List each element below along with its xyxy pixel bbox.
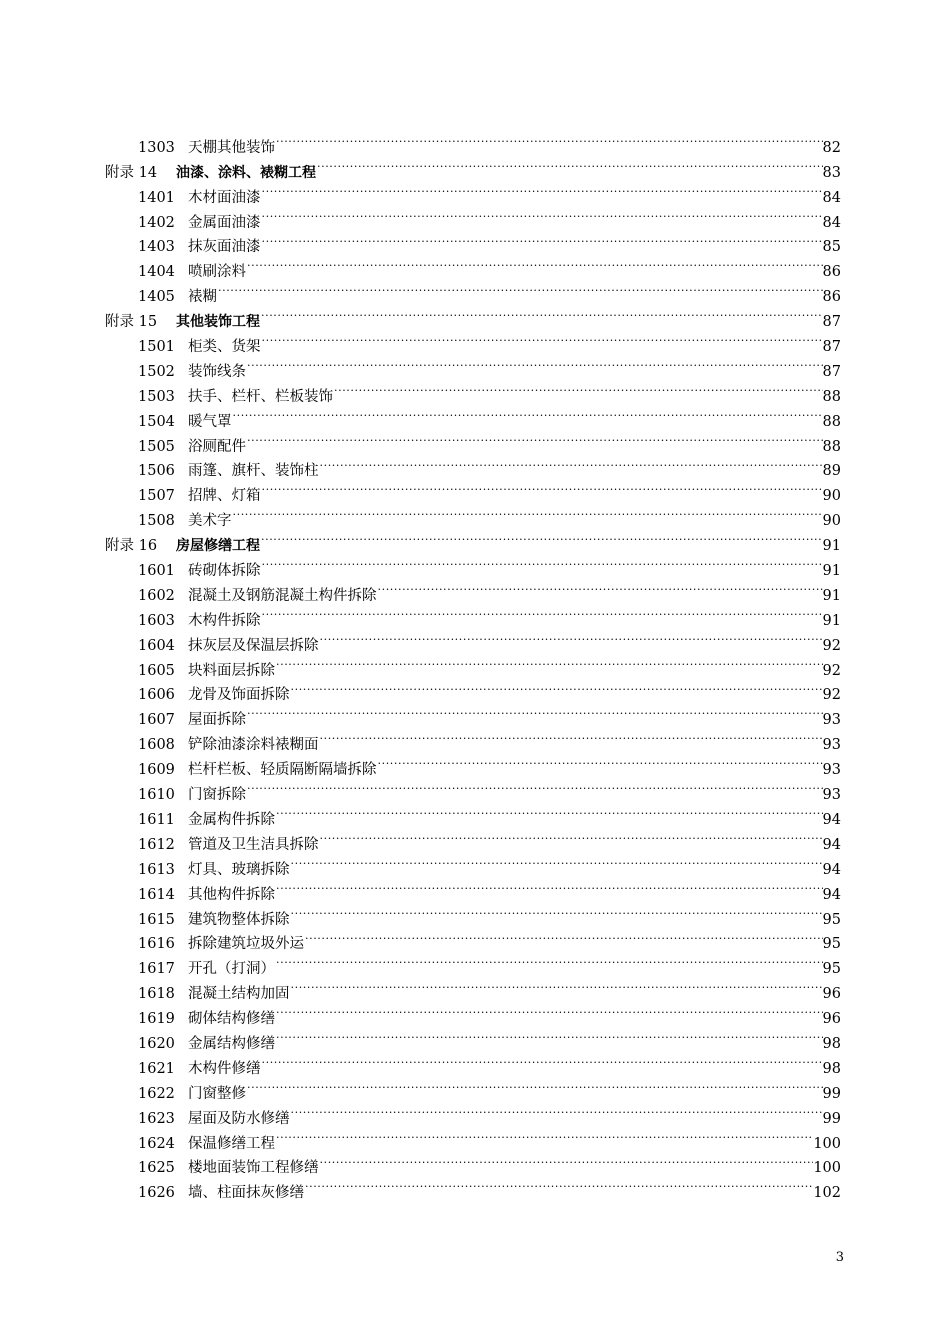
toc-page-number: 87 bbox=[822, 339, 841, 356]
toc-entry-number: 1609 bbox=[138, 762, 175, 779]
toc-entry-number: 1508 bbox=[138, 513, 175, 530]
toc-page-number: 94 bbox=[822, 861, 841, 878]
toc-entry-number: 1622 bbox=[138, 1085, 175, 1102]
toc-appendix-heading[interactable] bbox=[0, 301, 950, 331]
toc-entry[interactable] bbox=[0, 1048, 950, 1077]
toc-entry-title: 屋面拆除 bbox=[188, 712, 246, 729]
toc-page-number: 88 bbox=[822, 438, 841, 455]
toc-entry[interactable] bbox=[0, 575, 950, 604]
toc-dot-leader bbox=[246, 774, 823, 799]
toc-entry[interactable] bbox=[0, 202, 950, 231]
toc-appendix-heading[interactable] bbox=[0, 525, 950, 555]
toc-dot-leader bbox=[261, 550, 823, 575]
toc-dot-leader bbox=[275, 799, 823, 824]
toc-page-number: 98 bbox=[822, 1035, 841, 1052]
toc-entry-title: 油漆、涂料、裱糊工程 bbox=[176, 164, 316, 181]
toc-entry-title: 保温修缮工程 bbox=[188, 1135, 275, 1152]
toc-page-number: 89 bbox=[822, 463, 841, 480]
toc-entry-number: 附录 14 bbox=[105, 164, 158, 181]
toc-dot-leader bbox=[316, 152, 823, 177]
toc-entry-title: 混凝土及钢筋混凝土构件拆除 bbox=[188, 587, 377, 604]
toc-entry-number: 1613 bbox=[138, 861, 175, 878]
toc-entry-number: 1503 bbox=[138, 388, 175, 405]
toc-entry-number: 1504 bbox=[138, 413, 175, 430]
toc-page-number: 96 bbox=[822, 1011, 841, 1028]
toc-page-number: 93 bbox=[822, 737, 841, 754]
toc-entry[interactable] bbox=[0, 426, 950, 455]
toc-dot-leader bbox=[246, 251, 823, 276]
toc-entry[interactable] bbox=[0, 500, 950, 530]
toc-entry-number: 1607 bbox=[138, 712, 175, 729]
toc-entry-number: 1601 bbox=[138, 563, 175, 580]
toc-page-number: 88 bbox=[822, 388, 841, 405]
toc-page-number: 86 bbox=[822, 289, 841, 306]
toc-entry[interactable] bbox=[0, 699, 950, 729]
toc-entry[interactable] bbox=[0, 799, 950, 828]
toc-entry[interactable] bbox=[0, 1073, 950, 1102]
toc-entry-number: 1405 bbox=[138, 289, 175, 306]
toc-entry-title: 屋面及防水修缮 bbox=[188, 1110, 290, 1127]
toc-entry-number: 1506 bbox=[138, 463, 175, 480]
toc-page-number: 82 bbox=[822, 139, 841, 156]
toc-page-number: 92 bbox=[822, 637, 841, 654]
toc-entry-title: 开孔（打洞） bbox=[188, 961, 275, 978]
toc-entry-number: 1403 bbox=[138, 239, 175, 256]
toc-entry-title: 金属构件拆除 bbox=[188, 811, 275, 828]
toc-entry-title: 扶手、栏杆、栏板装饰 bbox=[188, 388, 333, 405]
toc-entry-title: 砌体结构修缮 bbox=[188, 1011, 275, 1028]
toc-entry[interactable] bbox=[0, 924, 950, 953]
toc-entry[interactable] bbox=[0, 227, 950, 256]
toc-dot-leader bbox=[246, 351, 823, 376]
toc-page-number: 99 bbox=[822, 1110, 841, 1127]
toc-page-number: 92 bbox=[822, 687, 841, 704]
toc-entry[interactable] bbox=[0, 276, 950, 306]
toc-entry-title: 裱糊 bbox=[188, 289, 217, 306]
toc-dot-leader bbox=[319, 724, 823, 749]
toc-page-number: 94 bbox=[822, 836, 841, 853]
toc-entry-title: 装饰线条 bbox=[188, 363, 246, 380]
toc-page-number: 95 bbox=[822, 911, 841, 928]
toc-entry[interactable] bbox=[0, 376, 950, 405]
toc-entry-number: 1501 bbox=[138, 339, 175, 356]
toc-dot-leader bbox=[275, 650, 823, 675]
toc-entry-number: 1612 bbox=[138, 836, 175, 853]
toc-entry[interactable] bbox=[0, 1172, 950, 1202]
toc-dot-leader bbox=[261, 1048, 823, 1073]
toc-entry[interactable] bbox=[0, 899, 950, 928]
toc-page-number: 99 bbox=[822, 1085, 841, 1102]
toc-entry-title: 天棚其他装饰 bbox=[188, 139, 275, 156]
toc-dot-leader bbox=[261, 326, 823, 351]
toc-entry-number: 1611 bbox=[138, 811, 175, 828]
toc-entry-number: 1620 bbox=[138, 1035, 175, 1052]
toc-entry-title: 雨篷、旗杆、装饰柱 bbox=[188, 463, 319, 480]
toc-dot-leader bbox=[290, 973, 823, 998]
toc-entry-title: 建筑物整体拆除 bbox=[188, 911, 290, 928]
toc-page-number: 98 bbox=[822, 1060, 841, 1077]
toc-entry-title: 灯具、玻璃拆除 bbox=[188, 861, 290, 878]
toc-entry[interactable] bbox=[0, 1023, 950, 1052]
toc-entry-title: 墙、柱面抹灰修缮 bbox=[188, 1185, 304, 1202]
toc-entry-number: 1606 bbox=[138, 687, 175, 704]
toc-entry-number: 1618 bbox=[138, 986, 175, 1003]
toc-dot-leader bbox=[261, 177, 823, 202]
toc-entry-title: 喷刷涂料 bbox=[188, 264, 246, 281]
toc-entry[interactable] bbox=[0, 874, 950, 903]
toc-entry-title: 抹灰层及保温层拆除 bbox=[188, 637, 319, 654]
toc-entry-number: 1502 bbox=[138, 363, 175, 380]
toc-page-number: 93 bbox=[822, 787, 841, 804]
toc-entry[interactable] bbox=[0, 625, 950, 654]
toc-dot-leader bbox=[246, 699, 823, 724]
toc-entry-title: 金属面油漆 bbox=[188, 214, 261, 231]
toc-dot-leader bbox=[275, 127, 823, 152]
toc-row-content bbox=[138, 1172, 841, 1206]
toc-entry-title: 招牌、灯箱 bbox=[188, 488, 261, 505]
toc-dot-leader bbox=[232, 500, 823, 525]
toc-entry-title: 混凝土结构加固 bbox=[188, 986, 290, 1003]
toc-entry[interactable] bbox=[0, 550, 950, 580]
toc-page-number: 100 bbox=[813, 1160, 841, 1177]
toc-page-number: 96 bbox=[822, 986, 841, 1003]
toc-page-number: 100 bbox=[813, 1135, 841, 1152]
toc-dot-leader bbox=[319, 625, 823, 650]
toc-page-number: 93 bbox=[822, 762, 841, 779]
toc-dot-leader bbox=[217, 276, 823, 301]
toc-entry[interactable] bbox=[0, 650, 950, 679]
toc-entry[interactable] bbox=[0, 475, 950, 505]
toc-page-number: 84 bbox=[822, 214, 841, 231]
toc-entry-title: 抹灰面油漆 bbox=[188, 239, 261, 256]
toc-entry-number: 1625 bbox=[138, 1160, 175, 1177]
toc-entry-number: 附录 15 bbox=[105, 314, 158, 331]
toc-entry[interactable] bbox=[0, 600, 950, 629]
toc-entry-title: 管道及卫生洁具拆除 bbox=[188, 836, 319, 853]
toc-page-number: 102 bbox=[813, 1185, 841, 1202]
toc-dot-leader bbox=[377, 749, 823, 774]
toc-entry-title: 砖砌体拆除 bbox=[188, 563, 261, 580]
toc-entry-number: 1614 bbox=[138, 886, 175, 903]
toc-dot-leader bbox=[319, 451, 823, 476]
toc-entry-title: 木材面油漆 bbox=[188, 189, 261, 206]
toc-page-number: 91 bbox=[822, 587, 841, 604]
toc-page-number: 94 bbox=[822, 811, 841, 828]
toc-entry-title: 门窗拆除 bbox=[188, 787, 246, 804]
toc-dot-leader bbox=[304, 924, 823, 949]
toc-page-number: 93 bbox=[822, 712, 841, 729]
toc-entry[interactable] bbox=[0, 1098, 950, 1127]
toc-entry[interactable] bbox=[0, 824, 950, 853]
toc-entry-title: 木构件修缮 bbox=[188, 1060, 261, 1077]
toc-page-number: 95 bbox=[822, 961, 841, 978]
toc-page-number: 91 bbox=[822, 538, 841, 555]
toc-dot-leader bbox=[304, 1172, 813, 1197]
toc-entry-title: 拆除建筑垃圾外运 bbox=[188, 936, 304, 953]
toc-entry-title: 木构件拆除 bbox=[188, 612, 261, 629]
toc-dot-leader bbox=[290, 849, 823, 874]
toc-entry[interactable] bbox=[0, 998, 950, 1028]
toc-entry[interactable] bbox=[0, 451, 950, 480]
toc-entry-number: 1617 bbox=[138, 961, 175, 978]
toc-entry[interactable] bbox=[0, 675, 950, 704]
toc-entry-title: 楼地面装饰工程修缮 bbox=[188, 1160, 319, 1177]
toc-dot-leader bbox=[333, 376, 823, 401]
page-number: 3 bbox=[835, 1250, 844, 1265]
toc-entry-title: 浴厕配件 bbox=[188, 438, 246, 455]
toc-dot-leader bbox=[275, 1123, 813, 1148]
toc-entry-number: 1303 bbox=[138, 139, 175, 156]
toc-dot-leader bbox=[261, 475, 823, 500]
toc-entry[interactable] bbox=[0, 401, 950, 430]
toc-entry-number: 1623 bbox=[138, 1110, 175, 1127]
toc-page-number: 87 bbox=[822, 314, 841, 331]
toc-dot-leader bbox=[246, 426, 823, 451]
toc-entry-title: 龙骨及饰面拆除 bbox=[188, 687, 290, 704]
toc-dot-leader bbox=[275, 874, 823, 899]
toc-page-number: 83 bbox=[822, 164, 841, 181]
toc-entry-number: 1624 bbox=[138, 1135, 175, 1152]
toc-entry[interactable] bbox=[0, 251, 950, 281]
toc-entry-title: 柜类、货架 bbox=[188, 339, 261, 356]
toc-dot-leader bbox=[261, 600, 823, 625]
toc-dot-leader bbox=[290, 899, 823, 924]
toc-entry-title: 金属结构修缮 bbox=[188, 1035, 275, 1052]
toc-dot-leader bbox=[290, 1098, 823, 1123]
toc-entry[interactable] bbox=[0, 724, 950, 754]
toc-entry-number: 1621 bbox=[138, 1060, 175, 1077]
toc-entry-number: 1626 bbox=[138, 1185, 175, 1202]
toc-dot-leader bbox=[260, 301, 823, 326]
toc-entry[interactable] bbox=[0, 973, 950, 1003]
toc-entry-number: 1602 bbox=[138, 587, 175, 604]
toc-dot-leader bbox=[275, 998, 823, 1023]
toc-entry-number: 1605 bbox=[138, 662, 175, 679]
toc-entry-number: 附录 16 bbox=[105, 538, 158, 555]
toc-entry[interactable] bbox=[0, 774, 950, 804]
toc-page-number: 88 bbox=[822, 413, 841, 430]
toc-entry-title: 门窗整修 bbox=[188, 1085, 246, 1102]
toc-dot-leader bbox=[319, 824, 823, 849]
toc-entry[interactable] bbox=[0, 177, 950, 206]
toc-entry[interactable] bbox=[0, 1148, 950, 1177]
toc-page-number: 90 bbox=[822, 488, 841, 505]
toc-entry-number: 1608 bbox=[138, 737, 175, 754]
toc-entry[interactable] bbox=[0, 849, 950, 878]
toc-dot-leader bbox=[319, 1148, 814, 1173]
toc-entry-number: 1505 bbox=[138, 438, 175, 455]
toc-entry[interactable] bbox=[0, 749, 950, 779]
toc-entry[interactable] bbox=[0, 1123, 950, 1152]
toc-page-number: 85 bbox=[822, 239, 841, 256]
toc-dot-leader bbox=[275, 948, 823, 973]
toc-entry-number: 1404 bbox=[138, 264, 175, 281]
toc-entry-title: 其他构件拆除 bbox=[188, 886, 275, 903]
toc-entry-number: 1402 bbox=[138, 214, 175, 231]
toc-entry-number: 1507 bbox=[138, 488, 175, 505]
toc-entry-title: 铲除油漆涂料裱糊面 bbox=[188, 737, 319, 754]
toc-page-number: 92 bbox=[822, 662, 841, 679]
toc-dot-leader bbox=[377, 575, 823, 600]
toc-page-number: 94 bbox=[822, 886, 841, 903]
toc-entry[interactable] bbox=[0, 326, 950, 356]
toc-dot-leader bbox=[246, 1073, 823, 1098]
toc-page-number: 86 bbox=[822, 264, 841, 281]
toc-entry-number: 1615 bbox=[138, 911, 175, 928]
toc-dot-leader bbox=[275, 1023, 823, 1048]
toc-page-number: 91 bbox=[822, 612, 841, 629]
toc-dot-leader bbox=[261, 227, 823, 252]
toc-entry-title: 房屋修缮工程 bbox=[176, 538, 260, 555]
toc-entry-number: 1619 bbox=[138, 1011, 175, 1028]
toc-page-number: 91 bbox=[822, 563, 841, 580]
toc-page-number: 95 bbox=[822, 936, 841, 953]
toc-dot-leader bbox=[260, 525, 823, 550]
toc-dot-leader bbox=[290, 675, 823, 700]
toc-dot-leader bbox=[232, 401, 823, 426]
toc-entry-number: 1610 bbox=[138, 787, 175, 804]
toc-entry[interactable] bbox=[0, 127, 950, 156]
toc-entry[interactable] bbox=[0, 351, 950, 380]
toc-page-number: 84 bbox=[822, 189, 841, 206]
toc-entry-title: 块料面层拆除 bbox=[188, 662, 275, 679]
toc-entry-number: 1604 bbox=[138, 637, 175, 654]
toc-entry-title: 其他装饰工程 bbox=[176, 314, 260, 331]
toc-entry-number: 1616 bbox=[138, 936, 175, 953]
table-of-contents bbox=[0, 127, 950, 1202]
toc-entry-number: 1603 bbox=[138, 612, 175, 629]
toc-page-number: 87 bbox=[822, 363, 841, 380]
toc-entry-title: 美术字 bbox=[188, 513, 232, 530]
toc-entry-title: 栏杆栏板、轻质隔断隔墙拆除 bbox=[188, 762, 377, 779]
toc-page-number: 90 bbox=[822, 513, 841, 530]
toc-appendix-heading[interactable] bbox=[0, 152, 950, 181]
toc-entry[interactable] bbox=[0, 948, 950, 978]
toc-dot-leader bbox=[261, 202, 823, 227]
toc-entry-number: 1401 bbox=[138, 189, 175, 206]
toc-entry-title: 暖气罩 bbox=[188, 413, 232, 430]
